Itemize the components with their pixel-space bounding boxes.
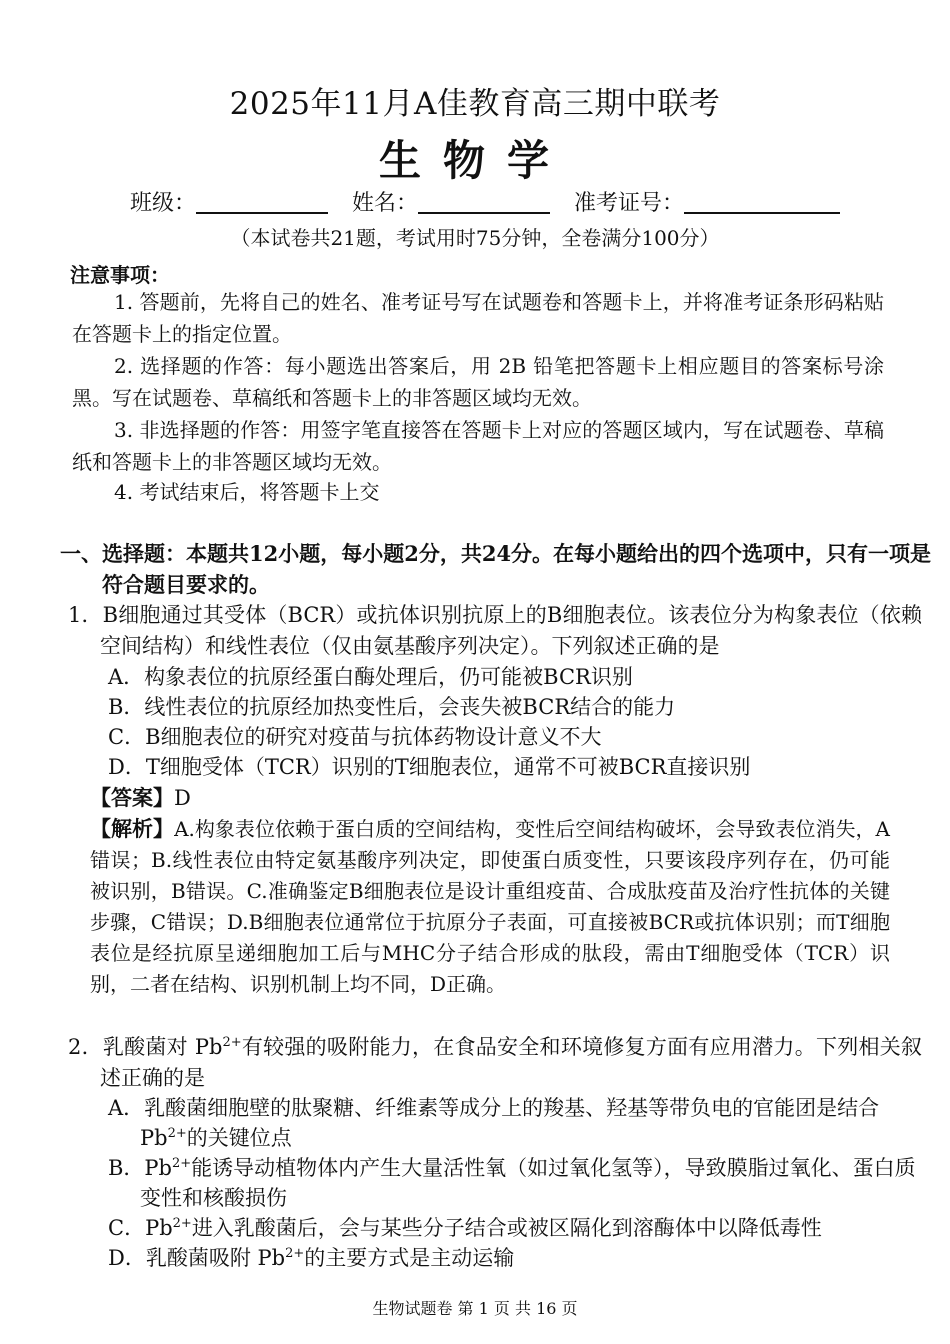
question-1-option-b: B．线性表位的抗原经加热变性后，会丧失被BCR结合的能力 xyxy=(108,695,676,719)
notice-heading: 注意事项： xyxy=(70,263,170,287)
question-1-option-c: C．B细胞表位的研究对疫苗与抗体药物设计意义不大 xyxy=(108,725,602,749)
question-2-option-a: A．乳酸菌细胞壁的肽聚糖、纤维素等成分上的羧基、羟基等带负电的官能团是结合 $Pb^{2+}$的关键位点 xyxy=(108,1096,880,1150)
question-1-option-a: A．构象表位的抗原经蛋白酶处理后，仍可能被BCR识别 xyxy=(108,665,633,689)
notice-item: 2. 选择题的作答：每小题选出答案后，用 2B 铅笔把答题卡上相应题目的答案标号涂黑。写在试题卷、草稿纸和答题卡上的非答题区域均无效。 xyxy=(72,354,884,410)
question-2-option-d: D．乳酸菌吸附 $Pb^{2+}$的主要方式是主动运输 xyxy=(108,1246,515,1270)
explanation-label: 【解析】 xyxy=(90,816,175,841)
question-1-explanation xyxy=(90,813,890,1000)
question-2-stem: 2．乳酸菌对 $Pb^{2+}$有较强的吸附能力，在食品安全和环境修复方面有应用潜力。下列相关叙述正确的是 xyxy=(68,1035,923,1090)
exam-id-label: 准考证号： xyxy=(574,191,685,216)
exam-title: 2025年11月A佳教育高三期中联考 xyxy=(229,86,721,122)
notice-item: 1. 答题前，先将自己的姓名、准考证号写在试题卷和答题卡上，并将准考证条形码粘贴在答题卡上的指定位置。 xyxy=(72,290,884,346)
candidate-fields xyxy=(130,186,850,217)
exam-id-blank[interactable] xyxy=(684,192,840,214)
subject-title: 生物学 xyxy=(378,136,571,185)
name-label: 姓名： xyxy=(352,191,419,216)
class-label: 班级： xyxy=(130,191,197,216)
exam-info: （本试卷共21题，考试用时75分钟，全卷满分100分） xyxy=(230,226,720,250)
question-1-option-d: D．T细胞受体（TCR）识别的T细胞表位，通常不可被BCR直接识别 xyxy=(108,755,751,779)
name-blank[interactable] xyxy=(418,192,550,214)
section-heading: 一、选择题：本题共12小题，每小题2分，共24分。在每小题给出的四个选项中，只有一项是符合题目要求的。 xyxy=(60,541,932,597)
page-footer: 生物试题卷 第 1 页 共 16 页 xyxy=(372,1299,578,1318)
answer-label: 【答案】 xyxy=(90,785,174,810)
notice-item: 3. 非选择题的作答：用签字笔直接答在答题卡上对应的答题区域内，写在试题卷、草稿纸和答题卡上的非答题区域均无效。 xyxy=(72,418,884,474)
class-blank[interactable] xyxy=(196,192,328,214)
question-1-answer xyxy=(90,782,890,814)
explanation-text: A.构象表位依赖于蛋白质的空间结构，变性后空间结构破坏，会导致表位消失，A错误；B.线性表位由特定氨基酸序列决定，即使蛋白质变性，只要该段序列存在，仍可能被识别，B错误。C.准确鉴定B细胞表位是设计重组疫苗、合成肽疫苗及治疗性抗体的关键步骤，C错误；D.B细胞表位通常位于抗原分子表面，可直接被BCR或抗体识别；而T细胞表位是经抗原呈递细胞加工后与MHC分子结合形成的肽段，需由T细胞受体（TCR）识别，二者在结构、识别机制上均不同，D正确。 xyxy=(90,817,890,996)
answer-value: D xyxy=(174,786,191,810)
question-2-option-c: C．$Pb^{2+}$进入乳酸菌后，会与某些分子结合或被区隔化到溶酶体中以降低毒性 xyxy=(108,1216,822,1240)
notice-item: 4. 考试结束后，将答题卡上交 xyxy=(114,480,380,504)
question-1-stem: 1．B细胞通过其受体（BCR）或抗体识别抗原上的B细胞表位。该表位分为构象表位（依赖空间结构）和线性表位（仅由氨基酸序列决定）。下列叙述正确的是 xyxy=(68,603,922,658)
question-2-option-b: B．$Pb^{2+}$能诱导动植物体内产生大量活性氧（如过氧化氢等），导致膜脂过氧化、蛋白质变性和核酸损伤 xyxy=(108,1156,916,1210)
